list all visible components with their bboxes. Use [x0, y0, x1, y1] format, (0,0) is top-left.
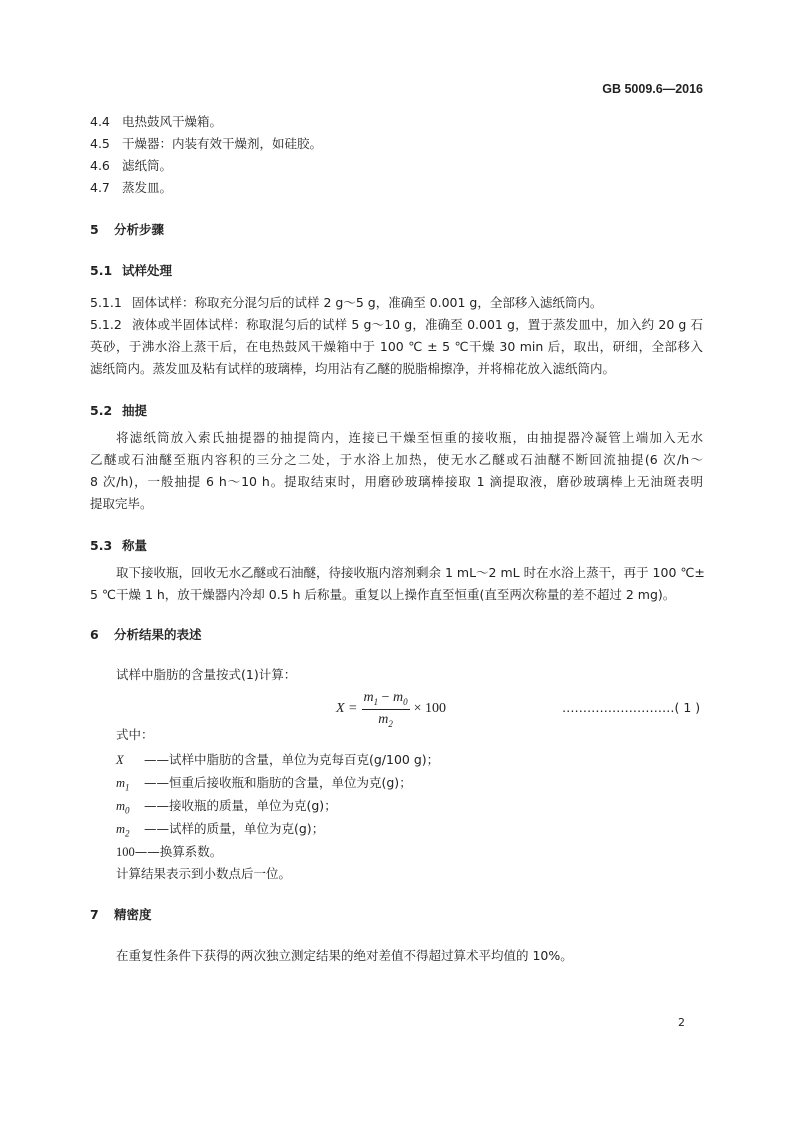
sub: 0: [403, 696, 408, 707]
paragraph-line: 将滤纸筒放入索氏抽提器的抽提筒内，连接已干燥至恒重的接收瓶，由抽提器冷凝管上端加入无水: [116, 430, 703, 445]
sub: 0: [125, 805, 130, 816]
section-title: 称量: [122, 538, 148, 553]
variable-definition: [116, 752, 439, 768]
section-number: 5.2: [90, 403, 113, 418]
section-5-2-heading: [90, 403, 147, 419]
section-title: 分析结果的表述: [114, 627, 202, 642]
clause-number: 4.6: [90, 158, 110, 173]
clause-text: 蒸发皿。: [122, 180, 173, 195]
equation-number: ………………………( 1 ): [562, 700, 701, 715]
section-number: 5.3: [90, 538, 113, 553]
paragraph-line: 乙醚或石油醚至瓶内容积的三分之二处，于水浴上加热，使无水乙醚或石油醚不断回流抽提(6 次/h～: [90, 452, 703, 467]
text-line: 液体或半固体试样：称取混匀后的试样 5 g～10 g，准确至 0.001 g，置于蒸发皿中，加入约 20 g 石: [132, 317, 703, 332]
formula-intro: 试样中脂肪的含量按式(1)计算：: [116, 667, 297, 682]
fraction: [362, 690, 410, 729]
var-symbol: [116, 798, 144, 819]
paragraph-line: 8 次/h)，一般抽提 6 h～10 h。提取结束时，用磨砂玻璃棒接取 1 滴提取液，磨砂玻璃棒上无油斑表明: [90, 474, 703, 489]
section-title: 抽提: [122, 403, 148, 418]
var: m: [363, 690, 374, 705]
clause-4-7: [90, 180, 172, 196]
section-6-heading: [90, 627, 202, 643]
section-number: 5.1: [90, 263, 113, 278]
formula-multiplier: × 100: [413, 701, 447, 717]
sub: 2: [388, 718, 393, 729]
var-symbol: [116, 752, 144, 773]
clause-number: 4.5: [90, 136, 110, 151]
section-title: 试样处理: [122, 263, 173, 278]
section-title: 分析步骤: [114, 222, 165, 237]
sub: 1: [125, 782, 130, 793]
var: m: [378, 711, 389, 727]
var-symbol: [116, 775, 144, 796]
variable-definition: [116, 844, 222, 860]
minus: −: [378, 690, 394, 705]
clause-number: 4.7: [90, 180, 110, 195]
var-desc: ——恒重后接收瓶和脂肪的含量，单位为克(g)；: [144, 775, 412, 790]
rounding-note: 计算结果表示到小数点后一位。: [116, 866, 292, 881]
var-desc: ——试样的质量，单位为克(g)；: [144, 821, 325, 836]
clause-number: 5.1.2: [90, 317, 122, 332]
variable-definition: [116, 775, 412, 791]
formula-1: [336, 690, 446, 729]
section-7-heading: [90, 907, 152, 923]
clause-text: 干燥器：内装有效干燥剂，如硅胶。: [122, 136, 323, 151]
sym: 100: [116, 845, 135, 859]
sym: X: [116, 753, 124, 767]
var-desc: ——接收瓶的质量，单位为克(g)；: [144, 798, 337, 813]
clause-number: 5.1.1: [90, 295, 122, 310]
where-label: 式中：: [116, 727, 154, 742]
clause-text: 滤纸筒。: [122, 158, 173, 173]
standard-number-header: GB 5009.6—2016: [602, 82, 703, 96]
clause-text: 电热鼓风干燥箱。: [122, 114, 223, 129]
clause-text: 固体试样：称取充分混匀后的试样 2 g～5 g，准确至 0.001 g，全部移入滤纸筒内。: [132, 295, 603, 310]
var-desc: ——换算系数。: [134, 844, 223, 859]
paragraph-line: 提取完毕。: [90, 496, 153, 511]
variable-definition: [116, 821, 324, 837]
page-number: 2: [678, 1016, 685, 1029]
numerator: [362, 690, 410, 710]
section-5-3-heading: [90, 538, 147, 554]
clause-5-1-1: [90, 295, 602, 311]
var: m: [393, 690, 404, 705]
var-symbol: [116, 821, 144, 842]
sym: m: [116, 799, 126, 813]
sub: 2: [125, 828, 130, 839]
clause-4-5: [90, 136, 322, 152]
paragraph-line: 5 ℃干燥 1 h，放干燥器内冷却 0.5 h 后称量。重复以上操作直至恒重(直至两次称量的差不超过 2 mg)。: [90, 587, 676, 602]
sym: m: [116, 776, 126, 790]
sub: 1: [373, 696, 379, 707]
section-number: 6: [90, 627, 99, 642]
formula-lhs: X =: [336, 701, 358, 717]
clause-4-4: [90, 114, 222, 130]
clause-4-6: [90, 158, 172, 174]
clause-5-1-2-line: [90, 317, 703, 333]
section-title: 精密度: [114, 907, 152, 922]
var-desc: ——试样中脂肪的含量，单位为克每百克(g/100 g)；: [144, 752, 440, 767]
section-number: 7: [90, 907, 99, 922]
clause-5-1-2-line: 滤纸筒内。蒸发皿及粘有试样的玻璃棒，均用沾有乙醚的脱脂棉擦净，并将棉花放入滤纸筒内。: [90, 361, 616, 376]
paragraph-line: 取下接收瓶，回收无水乙醚或石油醚，待接收瓶内溶剂剩余 1 mL～2 mL 时在水浴上蒸干，再于 100 ℃±: [116, 565, 705, 580]
denominator: [378, 710, 393, 729]
section-5-1-heading: [90, 263, 172, 279]
variable-definition: [116, 798, 337, 814]
clause-number: 4.4: [90, 114, 110, 129]
clause-5-1-2-line: 英砂，于沸水浴上蒸干后，在电热鼓风干燥箱中于 100 ℃ ± 5 ℃干燥 30 min 后，取出，研细，全部移入: [90, 339, 703, 354]
precision-text: 在重复性条件下获得的两次独立测定结果的绝对差值不得超过算术平均值的 10%。: [116, 948, 573, 963]
section-5-heading: [90, 222, 164, 238]
sym: m: [116, 822, 126, 836]
section-number: 5: [90, 222, 99, 237]
